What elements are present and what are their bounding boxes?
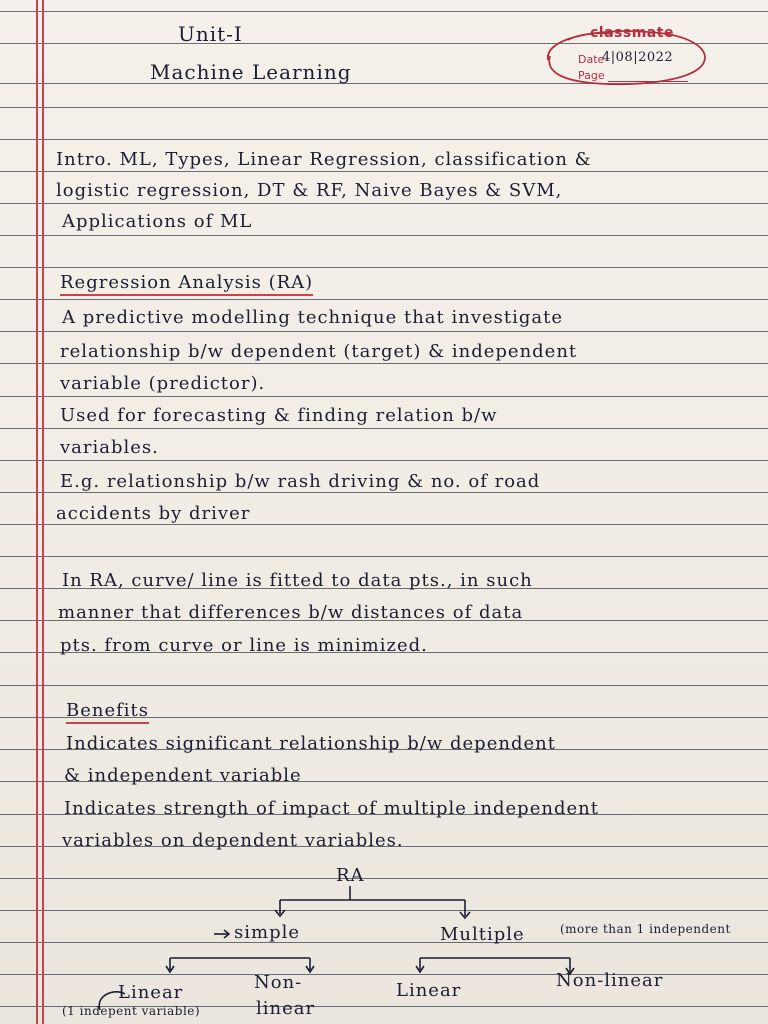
- page-line: [608, 81, 688, 82]
- date-stamp: [538, 20, 708, 90]
- topics-line-3: Applications of ML: [62, 211, 253, 232]
- curve-line-2: manner that differences b/w distances of data: [58, 602, 524, 623]
- diagram-simple-nonlinear-1: Non-: [254, 972, 303, 993]
- diagram-multiple-linear: Linear: [396, 980, 462, 1001]
- diagram-simple-nonlinear-2: linear: [256, 998, 316, 1019]
- unit-label: Unit-I: [178, 22, 243, 46]
- page-title: Machine Learning: [150, 60, 352, 84]
- benefits-heading: Benefits: [66, 700, 149, 724]
- regression-line-4: Used for forecasting & finding relation b/w: [60, 405, 498, 426]
- benefits-line-4: variables on dependent variables.: [62, 830, 404, 851]
- date-value: 4|08|2022: [602, 50, 674, 65]
- diagram-simple-linear-note: (1 indepent variable): [62, 1004, 201, 1018]
- ruled-line: [0, 363, 768, 364]
- ruled-line: [0, 139, 768, 140]
- regression-line-7: accidents by driver: [56, 503, 251, 524]
- topics-line-2: logistic regression, DT & RF, Naive Bayes & SVM,: [56, 180, 563, 201]
- date-label: Date: [578, 53, 605, 66]
- regression-line-5: variables.: [60, 437, 159, 458]
- regression-line-2: relationship b/w dependent (target) & independent: [60, 341, 578, 362]
- ruled-line: [0, 331, 768, 332]
- diagram-multiple-note: (more than 1 independent: [560, 922, 731, 936]
- diagram-simple-linear: Linear: [118, 982, 184, 1003]
- ruled-line: [0, 107, 768, 108]
- ruled-line: [0, 203, 768, 204]
- diagram-multiple-nonlinear: Non-linear: [556, 970, 664, 991]
- ruled-line: [0, 460, 768, 461]
- ruled-line: [0, 524, 768, 525]
- diagram-simple: simple: [234, 922, 300, 943]
- diagram-multiple: Multiple: [440, 924, 525, 945]
- benefits-line-2: & independent variable: [64, 765, 302, 786]
- regression-line-3: variable (predictor).: [60, 373, 266, 394]
- ruled-line: [0, 556, 768, 557]
- curve-line-1: In RA, curve/ line is fitted to data pts., in such: [62, 570, 533, 591]
- benefits-line-1: Indicates significant relationship b/w dependent: [66, 733, 556, 754]
- benefits-line-3: Indicates strength of impact of multiple independent: [64, 798, 599, 819]
- regression-line-1: A predictive modelling technique that investigate: [62, 307, 564, 328]
- curve-line-3: pts. from curve or line is minimized.: [60, 635, 428, 656]
- regression-types-diagram: [0, 860, 768, 1024]
- topics-line-1: Intro. ML, Types, Linear Regression, classification &: [56, 149, 592, 170]
- ruled-line: [0, 267, 768, 268]
- ruled-line: [0, 171, 768, 172]
- ruled-line: [0, 396, 768, 397]
- brand-name: classmate: [590, 25, 674, 41]
- ruled-line: [0, 492, 768, 493]
- ruled-line: [0, 685, 768, 686]
- diagram-root: RA: [336, 865, 365, 886]
- ruled-line: [0, 235, 768, 236]
- ruled-line: [0, 11, 768, 12]
- page-label: Page: [578, 69, 605, 82]
- regression-line-6: E.g. relationship b/w rash driving & no. of road: [60, 471, 541, 492]
- regression-heading: Regression Analysis (RA): [60, 272, 313, 296]
- ruled-line: [0, 299, 768, 300]
- ruled-line: [0, 428, 768, 429]
